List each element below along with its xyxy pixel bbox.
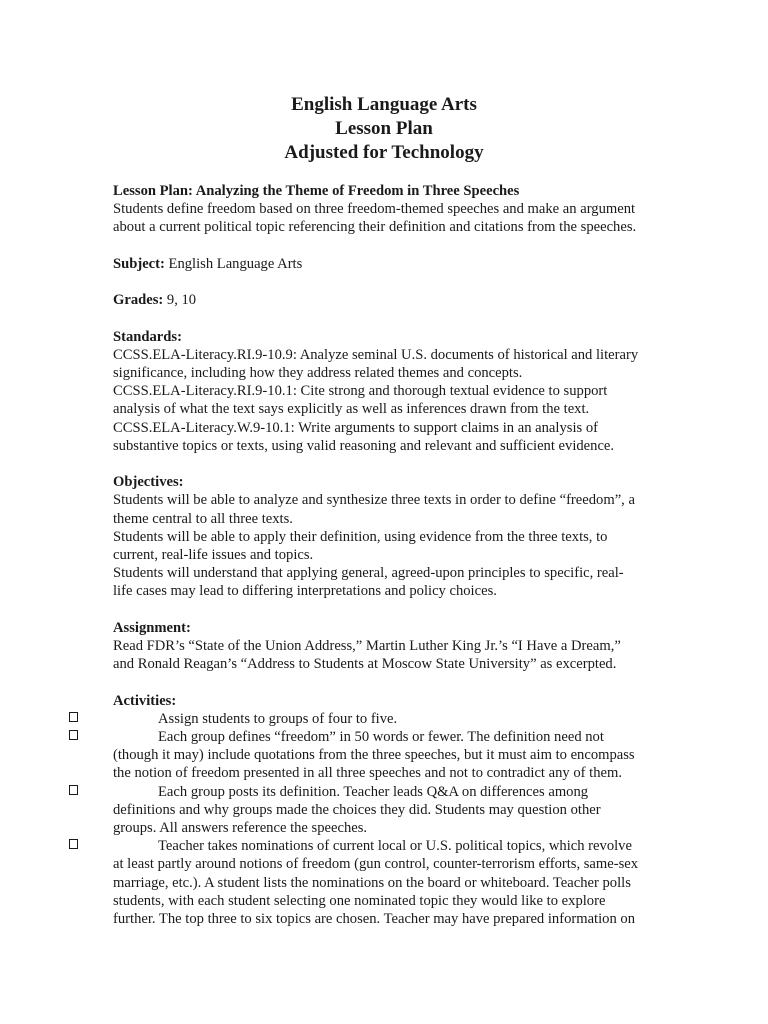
assignment-line: and Ronald Reagan’s “Address to Students at Moscow State University” as excerpted. [113,656,617,673]
activity-line: students, with each student selecting one nominated topic they would like to explore [113,892,606,909]
objectives-section [113,473,658,600]
activity-line: the notion of freedom presented in all three speeches and not to contradict any of them. [113,765,622,782]
standards-heading: Standards: [113,328,182,345]
activity-line: further. The top three to six topics are chosen. Teacher may have prepared information on [113,911,636,928]
lesson-description-line: about a current political topic referencing their definition and citations from the speeches. [113,219,637,236]
objectives-line: current, real-life issues and topics. [113,547,314,563]
title-line-2: Lesson Plan [335,118,433,139]
objectives-line: Students will understand that applying general, agreed-upon principles to specific, real- [113,565,624,582]
standards-line: significance, including how they address related themes and concepts. [113,364,523,381]
standards-line: CCSS.ELA-Literacy.W.9-10.1: Write arguments to support claims in an analysis of [113,419,598,436]
activity-line: at least partly around notions of freedom (gun control, counter-terrorism efforts, same-sex [113,856,639,873]
checkbox-icon [69,785,78,795]
activity-line: definitions and why groups made the choices they did. Students may question other [113,801,601,818]
lesson-section [113,182,658,237]
document-title [0,93,768,165]
standards-section [113,328,658,455]
lesson-heading: Lesson Plan: Analyzing the Theme of Freedom in Three Speeches [113,183,520,199]
document-body [113,182,658,928]
grades-value: 9, 10 [163,292,197,309]
objectives-line: Students will be able to apply their definition, using evidence from the three texts, to [113,528,608,545]
standards-line: CCSS.ELA-Literacy.RI.9-10.1: Cite strong and thorough textual evidence to support [113,383,608,400]
title-line-3: Adjusted for Technology [284,142,484,163]
activity-line: (though it may) include quotations from the three speeches, but it must aim to encompass [113,747,635,764]
activity-line: marriage, etc.). A student lists the nominations on the board or whiteboard. Teacher polls [113,874,631,891]
objectives-line: life cases may lead to differing interpretations and policy choices. [113,583,497,600]
activity-first-line: Assign students to groups of four to five. [158,710,398,727]
activity-line: groups. All answers reference the speeches. [113,820,368,837]
checkbox-icon [69,839,78,849]
objectives-line: theme central to all three texts. [113,510,293,527]
standards-line: analysis of what the text says explicitly as well as inferences drawn from the text. [113,401,590,418]
activity-item [113,837,658,928]
activity-item [113,710,658,728]
subject-label: Subject: [113,255,165,272]
lesson-description-line: Students define freedom based on three freedom-themed speeches and make an argument [113,201,636,218]
activity-item [113,783,658,838]
standards-line: substantive topics or texts, using valid reasoning and relevant and sufficient evidence. [113,437,615,454]
grades-label: Grades: [113,292,164,309]
checkbox-icon [69,712,78,722]
standards-line: CCSS.ELA-Literacy.RI.9-10.9: Analyze seminal U.S. documents of historical and literary [113,346,639,363]
activities-section [113,692,658,929]
activity-first-line: Teacher takes nominations of current local or U.S. political topics, which revolve [158,838,632,855]
activity-first-line: Each group defines “freedom” in 50 words or fewer. The definition need not [158,729,604,745]
assignment-section [113,619,658,674]
title-line-1: English Language Arts [291,94,477,115]
activity-first-line: Each group posts its definition. Teacher leads Q&A on differences among [158,783,589,800]
grades-line [113,291,658,309]
assignment-heading: Assignment: [113,619,191,636]
subject-value: English Language Arts [164,255,303,272]
activity-item [113,728,658,783]
activities-heading: Activities: [113,692,177,709]
subject-line [113,255,658,273]
assignment-line: Read FDR’s “State of the Union Address,” Martin Luther King Jr.’s “I Have a Dream,” [113,638,621,654]
checkbox-icon [69,730,78,740]
objectives-heading: Objectives: [113,474,184,491]
objectives-line: Students will be able to analyze and synthesize three texts in order to define “freedom”, a [113,492,635,509]
